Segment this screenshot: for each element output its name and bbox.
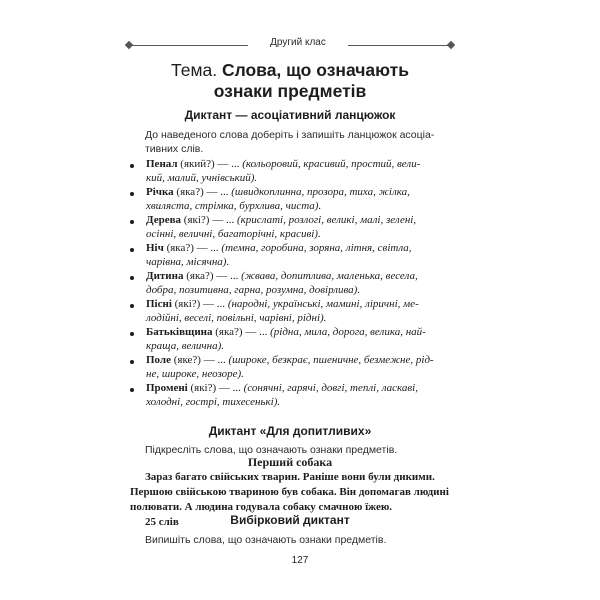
- list-item-line: Поле (яке?) — ... (широке, безкрає, пшеничне, безмежне, рід-: [146, 354, 434, 366]
- header-rule-right: [348, 45, 450, 46]
- topic-title-text1: Слова, що означають: [221, 60, 409, 80]
- section-heading-selective: Вибірковий диктант: [230, 513, 350, 527]
- bullet-icon: [130, 248, 134, 252]
- bullet-icon: [130, 304, 134, 308]
- header-ornament-left: [125, 41, 133, 49]
- list-item-line: Річка (яка?) — ... (швидкоплинна, прозора, тиха, жілка,: [146, 186, 410, 198]
- list-item-line: кий, малий, учнівський).: [146, 172, 258, 184]
- instruction-line: Випишіть слова, що означають ознаки предметів.: [145, 534, 387, 546]
- list-item-line: Дерева (які?) — ... (крислаті, розлогі, великі, малі, зелені,: [146, 214, 417, 226]
- section-heading-curious: Диктант «Для допитливих»: [208, 424, 372, 438]
- list-item-line: чарівна, місячна).: [146, 256, 230, 268]
- bullet-icon: [130, 164, 134, 168]
- list-item-line: осінні, величні, багаторічні, красиві).: [146, 228, 321, 240]
- list-item-line: не, широке, неозоре).: [146, 368, 244, 380]
- page-number: 127: [291, 555, 309, 566]
- list-item-line: хвиляста, стрімка, бурхлива, чиста).: [146, 200, 322, 212]
- list-item-line: Дитина (яка?) — ... (жвава, допитлива, маленька, весела,: [146, 270, 418, 282]
- header-ornament-right: [447, 41, 455, 49]
- header-rule-left: [130, 45, 248, 46]
- story-line: Першою свійською твариною був собака. Він допомагав людині: [130, 486, 449, 498]
- instruction-line: До наведеного слова доберіть і запишіть ланцюжок асоціа-: [145, 129, 435, 141]
- topic-title-line1: [130, 60, 450, 81]
- list-item-line: лодійні, веселі, повільні, чарівні, рідні).: [146, 312, 327, 324]
- instruction-line: тивних слів.: [145, 143, 204, 155]
- list-item-line: Промені (які?) — ... (сонячні, гарячі, довгі, теплі, ласкаві,: [146, 382, 418, 394]
- bullet-icon: [130, 332, 134, 336]
- bullet-icon: [130, 276, 134, 280]
- story-line: полювати. А людина годувала собаку смачною їжею.: [130, 501, 393, 513]
- story-line: Зараз багато свійських тварин. Раніше вони були дикими.: [145, 471, 435, 483]
- topic-title-text2: ознаки предметів: [213, 81, 367, 101]
- list-item-line: Батьківщина (яка?) — ... (рідна, мила, дорога, велика, най-: [146, 326, 426, 338]
- list-item-line: Пісні (які?) — ... (народні, українські, мамині, ліричні, ме-: [146, 298, 419, 310]
- list-item-line: добра, позитивна, гарна, розумна, довірлива).: [146, 284, 361, 296]
- list-item-line: Пенал (який?) — ... (кольоровий, красивий, простий, вели-: [146, 158, 421, 170]
- instruction-line: Підкресліть слова, що означають ознаки предметів.: [145, 444, 398, 456]
- bullet-icon: [130, 360, 134, 364]
- topic-prefix: Тема.: [171, 60, 218, 80]
- bullet-icon: [130, 192, 134, 196]
- list-item-line: краща, велична).: [146, 340, 225, 352]
- running-head: Другий клас: [270, 37, 326, 48]
- list-item-line: Ніч (яка?) — ... (темна, горобина, зоряна, літня, світла,: [146, 242, 412, 254]
- list-item-line: холодні, гострі, тихесенькі).: [146, 396, 281, 408]
- bullet-icon: [130, 388, 134, 392]
- story-title: Перший собака: [247, 455, 333, 469]
- section-heading-associative: Диктант — асоціативний ланцюжок: [184, 108, 396, 122]
- topic-title-line2: [130, 81, 450, 102]
- word-count: 25 слів: [145, 516, 179, 528]
- bullet-icon: [130, 220, 134, 224]
